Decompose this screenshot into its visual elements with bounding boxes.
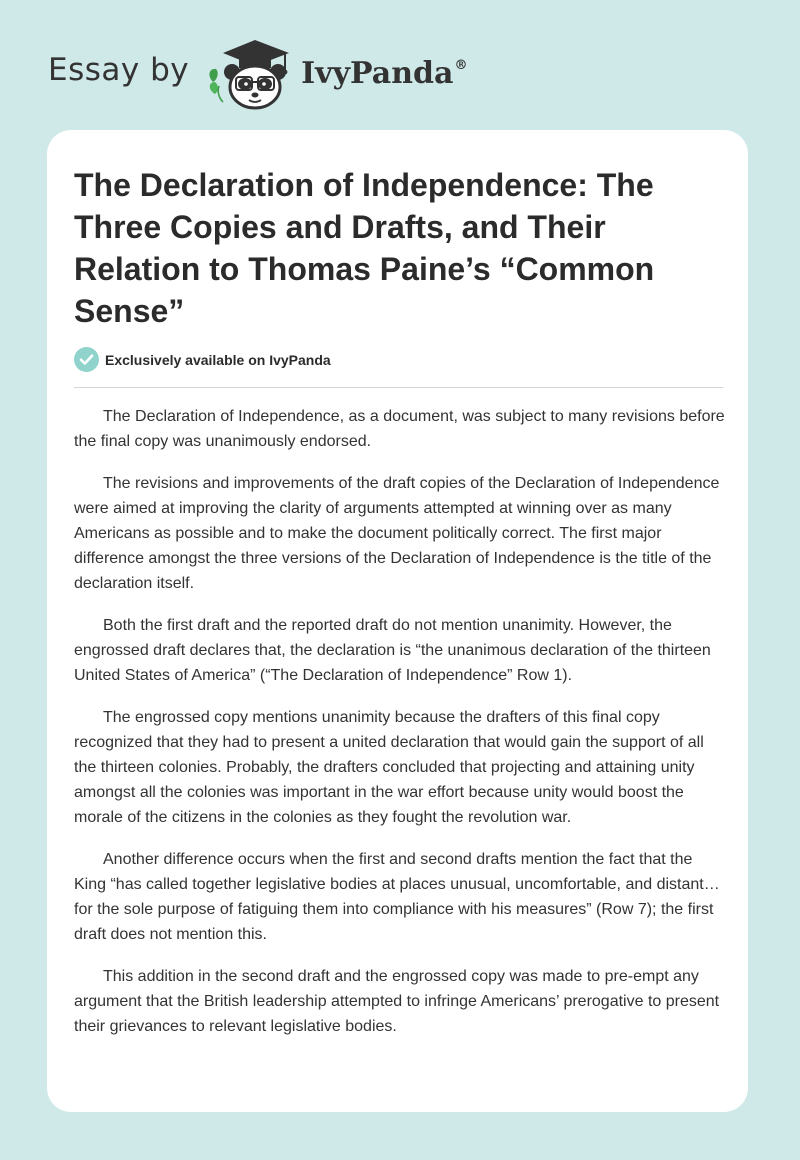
paragraph: Both the first draft and the reported draft do not mention unanimity. However, the engrossed draft declares that, the declaration is “the unanimous declaration of the thirteen United States of America” (“The Declaration of Independence” Row 1). bbox=[74, 617, 711, 684]
site-header bbox=[48, 36, 467, 112]
exclusive-badge bbox=[74, 347, 331, 372]
divider bbox=[74, 387, 723, 388]
paragraph: This addition in the second draft and the engrossed copy was made to pre-empt any argument that the British leadership attempted to infringe Americans’ prerogative to present their grievances to relevant legislative bodies. bbox=[74, 968, 720, 1035]
paragraph: The revisions and improvements of the draft copies of the Declaration of Independence were aimed at improving the clarity of arguments attempted at winning over as many Americans as possible and to make the document politically correct. The first major difference amongst the three versions of the Declaration of Independence is the title of the declaration itself. bbox=[74, 475, 720, 592]
check-circle-icon bbox=[74, 347, 99, 372]
page-title: The Declaration of Independence: The Three Copies and Drafts, and Their Relation to Thomas Paine’s “Common Sense” bbox=[74, 167, 655, 329]
exclusive-label: Exclusively available on IvyPanda bbox=[105, 351, 331, 368]
essay-body bbox=[74, 404, 726, 1056]
paragraph: The Declaration of Independence, as a document, was subject to many revisions before the final copy was unanimously endorsed. bbox=[74, 408, 725, 450]
essay-by-label: Essay by bbox=[48, 52, 190, 88]
brand-name[interactable]: IvyPanda® bbox=[301, 55, 468, 91]
essay-card bbox=[47, 130, 748, 1112]
paragraph: Another difference occurs when the first and second drafts mention the fact that the King “has called together legislative bodies at places unusual, uncomfortable, and distant…for the sole purpose of fatiguing them into compliance with his measures” (Row 7); the first draft does not mention this. bbox=[74, 851, 720, 943]
panda-graduate-icon bbox=[203, 36, 297, 112]
registered-mark: ® bbox=[454, 57, 468, 73]
paragraph: The engrossed copy mentions unanimity because the drafters of this final copy recognized that they had to present a united declaration that would gain the support of all the thirteen colonies. Probably, the drafters concluded that projecting and attaining unity amongst all the colonies was important in the war effort because unity would boost the morale of the citizens in the colonies as they fought the revolution war. bbox=[74, 709, 704, 826]
